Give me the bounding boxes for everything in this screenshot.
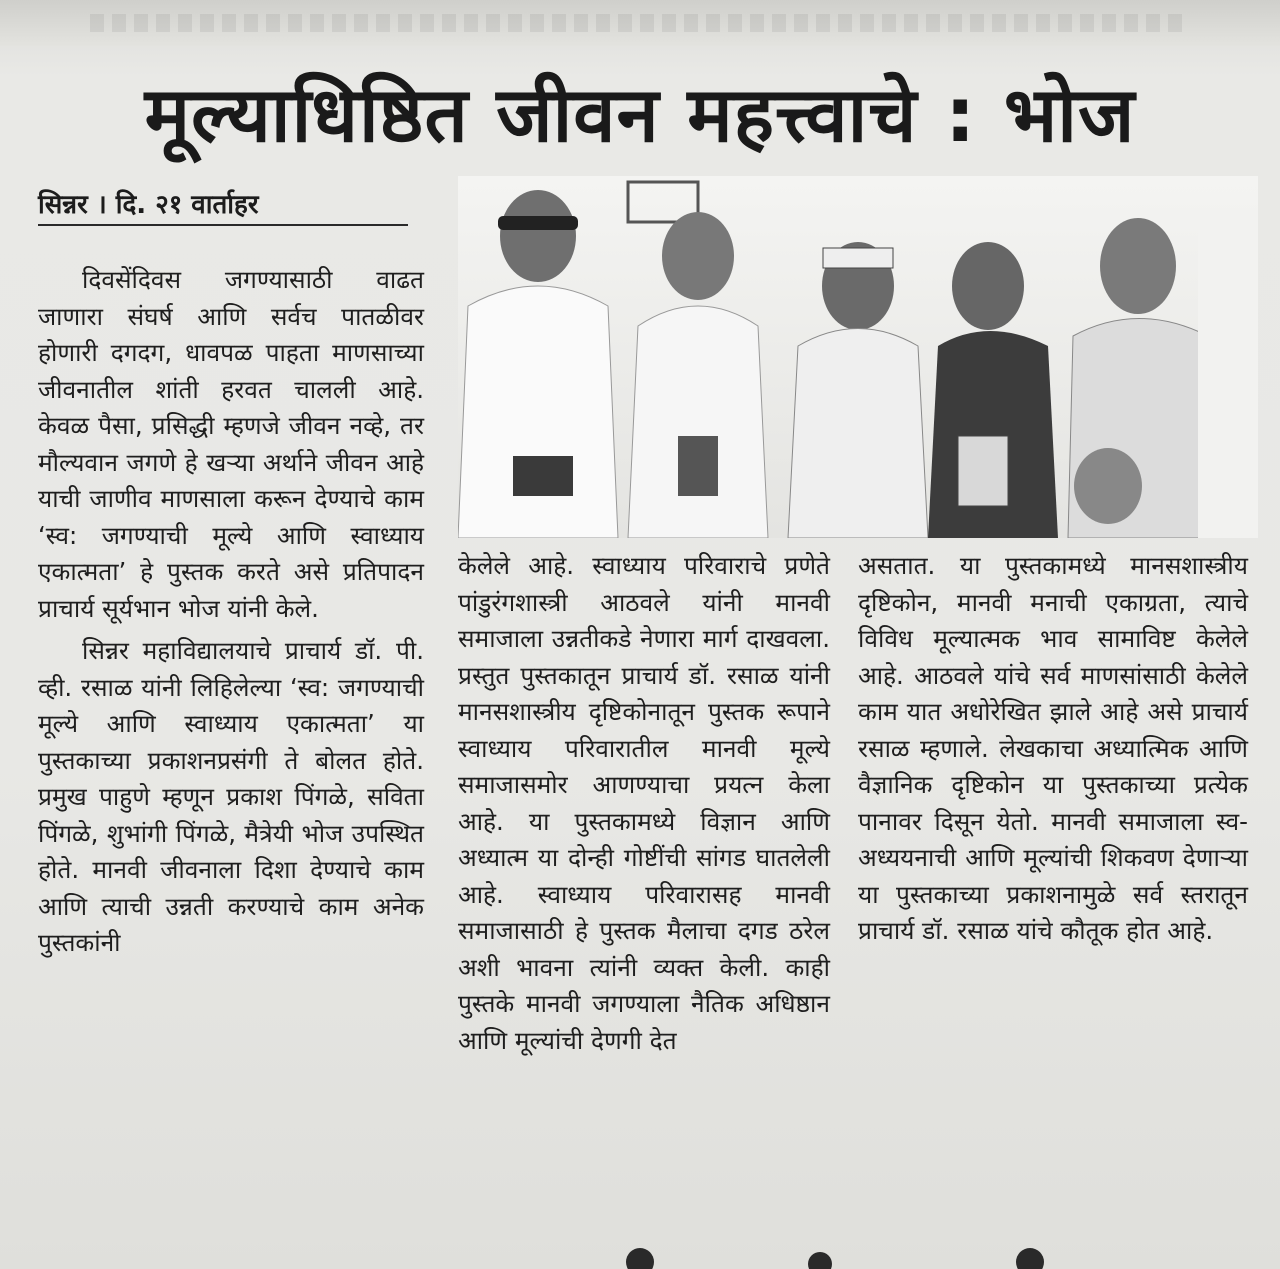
next-article-fragment [0, 1232, 1280, 1269]
paragraph: सिन्नर महाविद्यालयाचे प्राचार्य डॉ. पी. व्ही. रसाळ यांनी लिहिलेल्या ‘स्व: जगण्याची मूल्ये आणि स्वाध्याय एकात्मता’ या पुस्तकाच्या प्रकाशनप्रसंगी ते बोलत होते. प्रमुख पाहुणे म्हणून प्रकाश पिंगळे, सविता पिंगळे, शुभांगी पिंगळे, मैत्रेयी भोज उपस्थित होते. मानवी जीवनाला दिशा देण्याचे काम आणि त्याची उन्नती करण्याचे काम अनेक पुस्तकांनी [38, 636, 424, 957]
previous-article-fragment [0, 0, 1280, 46]
event-photo [458, 176, 1258, 538]
paragraph: दिवसेंदिवस जगण्यासाठी वाढत जाणारा संघर्ष आणि सर्वच पातळीवर होणारी दगदग, धावपळ पाहता माणसाच्या जीवनातील शांती हरवत चालली आहे. केवळ पैसा, प्रसिद्धी म्हणजे जीवन नव्हे, तर मौल्यवान जगणे हे खऱ्या अर्थाने जीवन आहे याची जाणीव माणसाला करून देण्याचे काम ‘स्व: जगण्याची मूल्ये आणि स्वाध्याय एकात्मता’ हे पुस्तक करते असे प्रतिपादन प्राचार्य सूर्यभान भोज यांनी केले. [38, 265, 424, 623]
byline: सिन्नर । दि. २१ वार्ताहर [38, 186, 408, 226]
article-column-2 [458, 548, 830, 1198]
headline: मूल्याधिष्ठित जीवन महत्त्वाचे : भोज [144, 70, 1136, 159]
article-column-3 [858, 548, 1248, 988]
paragraph: असतात. या पुस्तकामध्ये मानसशास्त्रीय दृष्टिकोन, मानवी मनाची एकाग्रता, त्याचे विविध मूल्यात्मक भाव सामाविष्ट केलेले आहे. आठवले यांचे सर्व माणसांसाठी केलेले काम यात अधोरेखित झाले आहे असे प्राचार्य रसाळ म्हणाले. लेखकाचा अध्यात्मिक आणि वैज्ञानिक दृष्टिकोन या पुस्तकाच्या प्रत्येक पानावर दिसून येतो. मानवी समाजाला स्व-अध्ययनाची आणि मूल्यांची शिकवण देणाऱ्या या पुस्तकाच्या प्रकाशनामुळे सर्व स्तरातून प्राचार्य डॉ. रसाळ यांचे कौतूक होत आहे. [858, 551, 1248, 945]
article-column-1 [38, 262, 424, 1202]
book-launch-photo [458, 176, 1258, 538]
paragraph: केलेले आहे. स्वाध्याय परिवाराचे प्रणेते पांडुरंगशास्त्री आठवले यांनी मानवी समाजाला उन्नतीकडे नेणारा मार्ग दाखवला. प्रस्तुत पुस्तकातून प्राचार्य डॉ. रसाळ यांनी मानसशास्त्रीय दृष्टिकोनातून पुस्तक रूपाने स्वाध्याय परिवारातील मानवी मूल्ये समाजासमोर आणण्याचा प्रयत्न केला आहे. या पुस्तकामध्ये विज्ञान आणि अध्यात्म या दोन्ही गोष्टींची सांगड घातलेली आहे. स्वाध्याय परिवारासह मानवी समाजासाठी हे पुस्तक मैलाचा दगड ठरेल अशी भावना त्यांनी व्यक्त केली. काही पुस्तके मानवी जगण्याला नैतिक अधिष्ठान आणि मूल्यांची देणगी देत [458, 551, 830, 1055]
